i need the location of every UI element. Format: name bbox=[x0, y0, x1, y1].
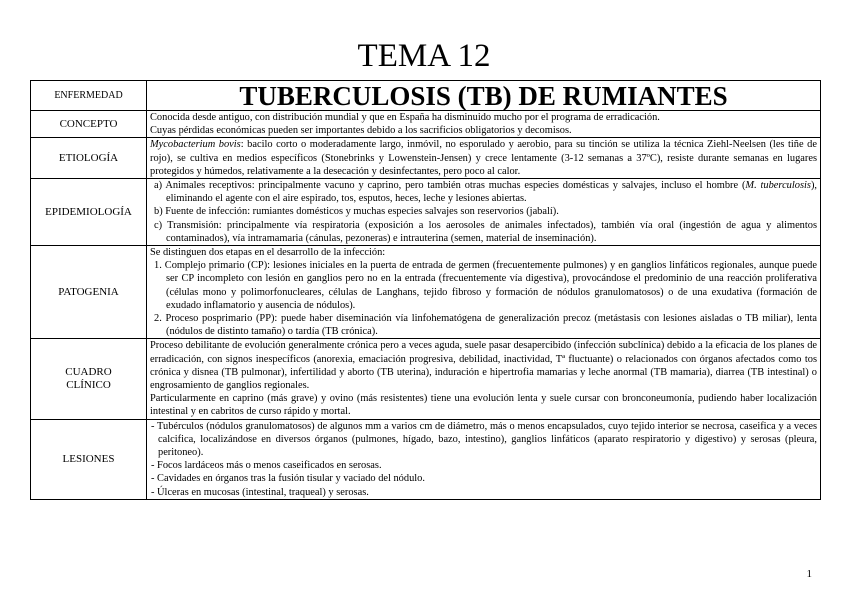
lesiones-item: - Cavidades en órganos tras la fusión tisular y vaciado del nódulo. bbox=[151, 473, 425, 485]
cuadro-label bbox=[31, 339, 147, 419]
page-title: TEMA 12 bbox=[357, 38, 491, 74]
lesiones-content bbox=[147, 419, 821, 499]
cuadro-paragraph: Proceso debilitante de evolución generalmente crónica pero a veces aguda, suele pasar desapercibido (infección subclínica) debido a la eficacia de los planes de erradicación, con signos inespecíficos (anorexia, emaciación progresiva, debilidad, inactividad, Tª fluctuante) o relacionados con órganos afectados como tos crónica y disnea (TB pulmonar), infertilidad y aborto (TB uterina), induración e hipertrofia mamarias y leche anormal (TB mamaria), diarrea (TB intestinal) o engrosamiento de ganglios regionales. bbox=[150, 340, 817, 392]
disease-title: TUBERCULOSIS (TB) DE RUMIANTES bbox=[147, 81, 821, 111]
etiologia-content bbox=[147, 138, 821, 179]
etiologia-text: : bacilo corto o moderadamente largo, inmóvil, no esporulado y aerobio, para su tinción se utiliza la técnica Ziehl-Neelsen (les tiñe de rojo), se cultiva en medios específicos (Stonebrinks y Lowenstein-Jensen) y crece lentamente (3-12 semanas a 37ºC), resiste durante semanas en lugares protegidos y húmedos, relativamente a la desecación y desinfectantes, pero poco al calor. bbox=[150, 139, 817, 177]
header-label: ENFERMEDAD bbox=[31, 81, 147, 111]
patogenia-item-1: 1. Complejo primario (CP): lesiones iniciales en la puerta de entrada de germen (frecuentemente pulmones) y en ganglios linfáticos regionales, aunque puede ser CP incompleto con lesión en ganglios pero no en la entrada (frecuentemente vía digestiva), provocándose el predominio de una reacción proliferativa (células mono y polimorfonucleares, células de Langhans, tejido fibroso y formación de nódulos granulomatosos) o de una exudativa (formación de exudado inflamatorio y ausencia de nódulos). bbox=[154, 260, 817, 311]
concepto-label: CONCEPTO bbox=[31, 111, 147, 138]
lesiones-item: - Focos lardáceos más o menos caseificados en serosas. bbox=[151, 460, 382, 472]
epidemiologia-item-a bbox=[150, 179, 817, 205]
etiologia-label: ETIOLOGÍA bbox=[31, 138, 147, 179]
table-row-cuadro bbox=[31, 339, 821, 419]
cuadro-label-line: CUADRO bbox=[65, 366, 112, 379]
cuadro-content bbox=[147, 339, 821, 419]
epidemiologia-a-species: M. tuberculosis bbox=[745, 180, 811, 192]
epidemiologia-a-prefix: a) Animales receptivos: principalmente vacuno y caprino, pero también otras muchas especies domésticas y salvajes, incluso el hombre ( bbox=[154, 180, 746, 192]
patogenia-content bbox=[147, 246, 821, 339]
disease-table bbox=[30, 80, 821, 500]
epidemiologia-a-suffix: ), eliminando el agente con el aire espirado, tos, esputos, heces, leche y lesiones abiertas. bbox=[166, 180, 817, 205]
epidemiologia-item-b: b) Fuente de infección: rumiantes domésticos y muchas especies salvajes son reservorios (jabalí). bbox=[154, 206, 559, 218]
table-row-header bbox=[31, 81, 821, 111]
table-row-concepto bbox=[31, 111, 821, 138]
concepto-content bbox=[147, 111, 821, 138]
concepto-line: Cuyas pérdidas económicas pueden ser importantes debido a los sacrificios obligatorios y decomisos. bbox=[150, 125, 572, 137]
epidemiologia-item-c: c) Transmisión: principalmente vía respiratoria (exposición a los aerosoles de animales infectados), también vía oral (ingestión de agua y alimentos contaminados), vía intramamaria (cánulas, pezoneras) e intrauterina (semen, material de inseminación). bbox=[154, 219, 817, 244]
epidemiologia-content bbox=[147, 179, 821, 246]
lesiones-item: - Úlceras en mucosas (intestinal, traqueal) y serosas. bbox=[151, 486, 369, 498]
lesiones-item: - Tubérculos (nódulos granulomatosos) de algunos mm a varios cm de diámetro, más o menos encapsulados, cuyo tejido interior se necrosa, caseifica y a veces calcifica, localizándose en diversos órganos (pulmones, hígado, bazo, intestino), ganglios linfáticos (aparato respiratorio y digestivo) y serosas (pleura, peritoneo). bbox=[151, 420, 817, 459]
epidemiologia-label: EPIDEMIOLOGÍA bbox=[31, 179, 147, 246]
etiologia-species: Mycobacterium bovis bbox=[150, 139, 241, 151]
table-row-epidemiologia bbox=[31, 179, 821, 246]
table-row-lesiones bbox=[31, 419, 821, 499]
lesiones-label: LESIONES bbox=[31, 419, 147, 499]
patogenia-item-2: 2. Proceso posprimario (PP): puede haber diseminación vía linfohematógena de generalización precoz (metástasis con lesiones aisladas o TB miliar), lenta (nódulos de distinto tamaño) o tardía (TB crónica). bbox=[154, 313, 817, 338]
concepto-line: Conocida desde antiguo, con distribución mundial y que en España ha disminuido mucho por el programa de erradicación. bbox=[150, 112, 660, 123]
cuadro-paragraph: Particularmente en caprino (más grave) y ovino (más resistentes) tiene una evolución lenta y suele cursar con bronconeumonía, pudiendo haber localización intestinal y en cabritos de curso rápido y mortal. bbox=[150, 393, 817, 418]
patogenia-intro: Se distinguen dos etapas en el desarrollo de la infección: bbox=[150, 247, 386, 259]
cuadro-label-line: CLÍNICO bbox=[66, 379, 111, 392]
table-row-etiologia bbox=[31, 138, 821, 179]
page-number: 1 bbox=[806, 568, 812, 580]
table-row-patogenia bbox=[31, 246, 821, 339]
patogenia-label: PATOGENIA bbox=[31, 246, 147, 339]
